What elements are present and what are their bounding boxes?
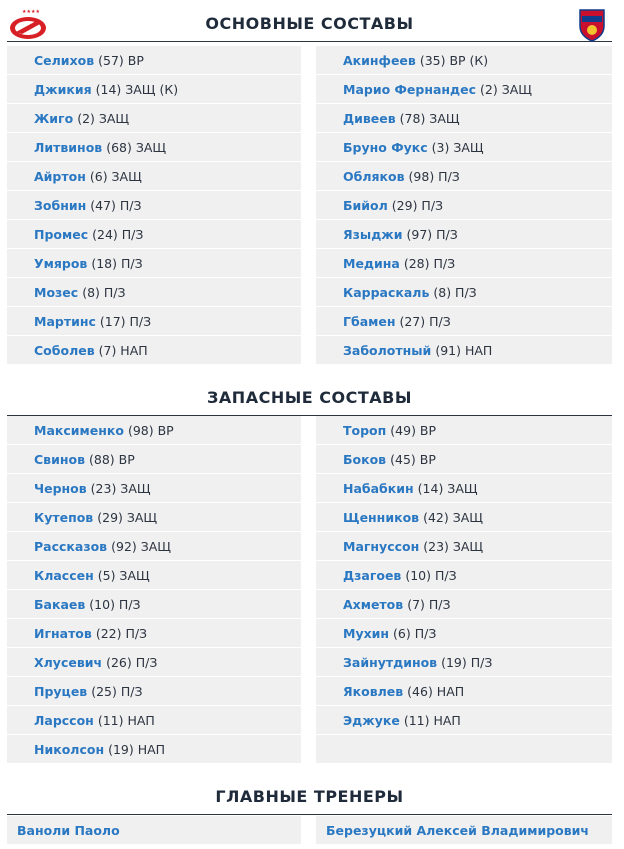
player-info: (8) П/З (82, 284, 126, 300)
player-info: (98) П/З (408, 168, 460, 184)
list-item (316, 706, 612, 734)
list-item (316, 445, 612, 473)
player-name-link[interactable]: Чернов (34, 480, 87, 496)
list-item (7, 336, 301, 364)
head-coaches-header (7, 773, 612, 815)
player-info: (3) ЗАЩ (431, 139, 484, 155)
player-name-link[interactable]: Зобнин (34, 197, 87, 213)
player-name-link[interactable]: Джикия (34, 81, 92, 97)
list-item (7, 191, 301, 219)
coach-name-link[interactable]: Ваноли Паоло (17, 822, 120, 838)
list-item (316, 133, 612, 161)
svg-text:★★★★: ★★★★ (22, 9, 40, 15)
player-info: (17) П/З (99, 313, 152, 329)
list-item (7, 445, 301, 473)
player-name-link[interactable]: Зайнутдинов (343, 654, 438, 670)
player-name-link[interactable]: Магнуссон (343, 538, 420, 554)
player-info: (92) ЗАЩ (111, 538, 171, 554)
player-name-link[interactable]: Рассказов (34, 538, 108, 554)
player-info: (27) П/З (399, 313, 451, 329)
cska-starting-list (316, 46, 612, 365)
player-info: (23) ЗАЩ (423, 538, 484, 554)
player-info: (91) НАП (435, 342, 493, 358)
list-item (7, 619, 301, 647)
spartak-starting-list (7, 46, 301, 365)
player-info: (25) П/З (91, 683, 143, 699)
player-info: (22) П/З (95, 625, 148, 641)
list-item (7, 474, 301, 502)
player-name-link[interactable]: Умяров (34, 255, 88, 271)
player-info: (14) ЗАЩ (417, 480, 478, 496)
player-name-link[interactable]: Медина (343, 255, 400, 271)
player-info: (24) П/З (92, 226, 144, 242)
list-item (7, 648, 301, 676)
player-info: (46) НАП (407, 683, 465, 699)
player-name-link[interactable]: Тороп (343, 422, 387, 438)
player-info: (29) П/З (391, 197, 444, 213)
coach-row (316, 816, 612, 844)
spartak-coach (7, 816, 301, 844)
cska-coach (316, 816, 612, 844)
list-item (316, 503, 612, 531)
list-item (316, 104, 612, 132)
list-item (316, 336, 612, 364)
list-item (316, 474, 612, 502)
list-item (7, 133, 301, 161)
player-name-link[interactable]: Эджуке (343, 712, 400, 728)
player-name-link[interactable]: Дзагоев (343, 567, 402, 583)
player-name-link[interactable]: Классен (34, 567, 94, 583)
cska-subs-list (316, 416, 612, 764)
player-info: (42) ЗАЩ (423, 509, 483, 525)
list-item (316, 307, 612, 335)
player-name-link[interactable]: Марио Фернандес (343, 81, 477, 97)
player-name-link[interactable]: Мозес (34, 284, 79, 300)
player-name-link[interactable]: Дивеев (343, 110, 396, 126)
player-info: (7) П/З (407, 596, 451, 612)
player-name-link[interactable]: Яковлев (343, 683, 404, 699)
list-item (7, 220, 301, 248)
player-name-link[interactable]: Заболотный (343, 342, 432, 358)
player-info: (6) П/З (393, 625, 437, 641)
player-name-link[interactable]: Карраскаль (343, 284, 430, 300)
substitutes-header (7, 374, 612, 416)
head-coaches-title: ГЛАВНЫЕ ТРЕНЕРЫ (215, 787, 404, 806)
player-name-link[interactable]: Максименко (34, 422, 124, 438)
list-item (316, 590, 612, 618)
player-name-link[interactable]: Обляков (343, 168, 405, 184)
list-item (7, 278, 301, 306)
player-info: (2) ЗАЩ (480, 81, 532, 97)
player-info: (14) ЗАЩ (К) (95, 81, 179, 97)
player-name-link[interactable]: Набабкин (343, 480, 414, 496)
list-item (316, 162, 612, 190)
list-item (7, 503, 301, 531)
list-item (7, 561, 301, 589)
player-name-link[interactable]: Боков (343, 451, 387, 467)
list-item (316, 416, 612, 444)
player-name-link[interactable]: Литвинов (34, 139, 103, 155)
player-info: (18) П/З (91, 255, 143, 271)
player-info: (68) ЗАЩ (106, 139, 167, 155)
list-item (7, 532, 301, 560)
player-info: (10) П/З (89, 596, 141, 612)
coach-name-link[interactable]: Березуцкий Алексей Владимирович (326, 822, 589, 838)
coach-row (7, 816, 301, 844)
player-info: (49) ВР (390, 422, 437, 438)
player-name-link[interactable]: Игнатов (34, 625, 92, 641)
list-item (7, 162, 301, 190)
list-item (7, 249, 301, 277)
player-name-link[interactable]: Гбамен (343, 313, 396, 329)
list-item (316, 220, 612, 248)
list-item (7, 706, 301, 734)
player-info: (28) П/З (403, 255, 456, 271)
player-info: (29) ЗАЩ (97, 509, 158, 525)
list-item (316, 619, 612, 647)
list-item (316, 46, 612, 74)
player-name-link[interactable]: Щенников (343, 509, 420, 525)
spartak-logo-icon (8, 8, 48, 42)
player-name-link[interactable]: Акинфеев (343, 52, 416, 68)
player-info: (98) ВР (127, 422, 174, 438)
player-info: (97) П/З (406, 226, 458, 242)
player-info: (26) П/З (106, 654, 158, 670)
cska-logo-icon (578, 6, 606, 42)
list-item (7, 735, 301, 763)
player-info: (47) П/З (90, 197, 142, 213)
list-item (7, 104, 301, 132)
list-item (7, 590, 301, 618)
list-item-empty (316, 735, 612, 763)
player-info: (10) П/З (405, 567, 457, 583)
player-name-link[interactable]: Мартинс (34, 313, 96, 329)
player-info: (19) П/З (441, 654, 493, 670)
list-item (7, 75, 301, 103)
player-info: (5) ЗАЩ (97, 567, 150, 583)
list-item (7, 677, 301, 705)
player-name-link[interactable]: Бруно Фукс (343, 139, 428, 155)
player-name-link[interactable]: Ларссон (34, 712, 94, 728)
starting-lineups-header (7, 0, 612, 42)
player-name-link[interactable]: Селихов (34, 52, 95, 68)
player-info: (88) ВР (88, 451, 135, 467)
player-info: (11) НАП (97, 712, 155, 728)
player-name-link[interactable]: Языджи (343, 226, 403, 242)
player-name-link[interactable]: Николсон (34, 741, 105, 757)
player-name-link[interactable]: Хлусевич (34, 654, 103, 670)
list-item (7, 416, 301, 444)
player-name-link[interactable]: Айртон (34, 168, 86, 184)
player-name-link[interactable]: Свинов (34, 451, 85, 467)
player-info: (45) ВР (390, 451, 436, 467)
list-item (316, 191, 612, 219)
substitutes-title: ЗАПАСНЫЕ СОСТАВЫ (207, 388, 412, 407)
starting-lineups-title: ОСНОВНЫЕ СОСТАВЫ (205, 14, 414, 33)
player-info: (7) НАП (98, 342, 148, 358)
list-item (7, 46, 301, 74)
player-info: (35) ВР (К) (419, 52, 489, 68)
player-info: (19) НАП (108, 741, 166, 757)
player-name-link[interactable]: Бакаев (34, 596, 86, 612)
player-name-link[interactable]: Бийол (343, 197, 388, 213)
player-name-link[interactable]: Жиго (34, 110, 74, 126)
player-name-link[interactable]: Кутепов (34, 509, 94, 525)
player-info: (57) ВР (98, 52, 144, 68)
spartak-subs-list (7, 416, 301, 764)
list-item (316, 648, 612, 676)
player-name-link[interactable]: Промес (34, 226, 89, 242)
player-name-link[interactable]: Ахметов (343, 596, 404, 612)
player-name-link[interactable]: Пруцев (34, 683, 88, 699)
list-item (316, 249, 612, 277)
player-info: (78) ЗАЩ (399, 110, 460, 126)
list-item (316, 677, 612, 705)
list-item (7, 307, 301, 335)
player-info: (2) ЗАЩ (77, 110, 130, 126)
list-item (316, 561, 612, 589)
player-info: (8) П/З (433, 284, 477, 300)
player-name-link[interactable]: Мухин (343, 625, 390, 641)
player-info: (11) НАП (403, 712, 461, 728)
list-item (316, 278, 612, 306)
player-info: (23) ЗАЩ (90, 480, 151, 496)
player-name-link[interactable]: Соболев (34, 342, 95, 358)
list-item (316, 75, 612, 103)
player-info: (6) ЗАЩ (89, 168, 142, 184)
list-item (316, 532, 612, 560)
